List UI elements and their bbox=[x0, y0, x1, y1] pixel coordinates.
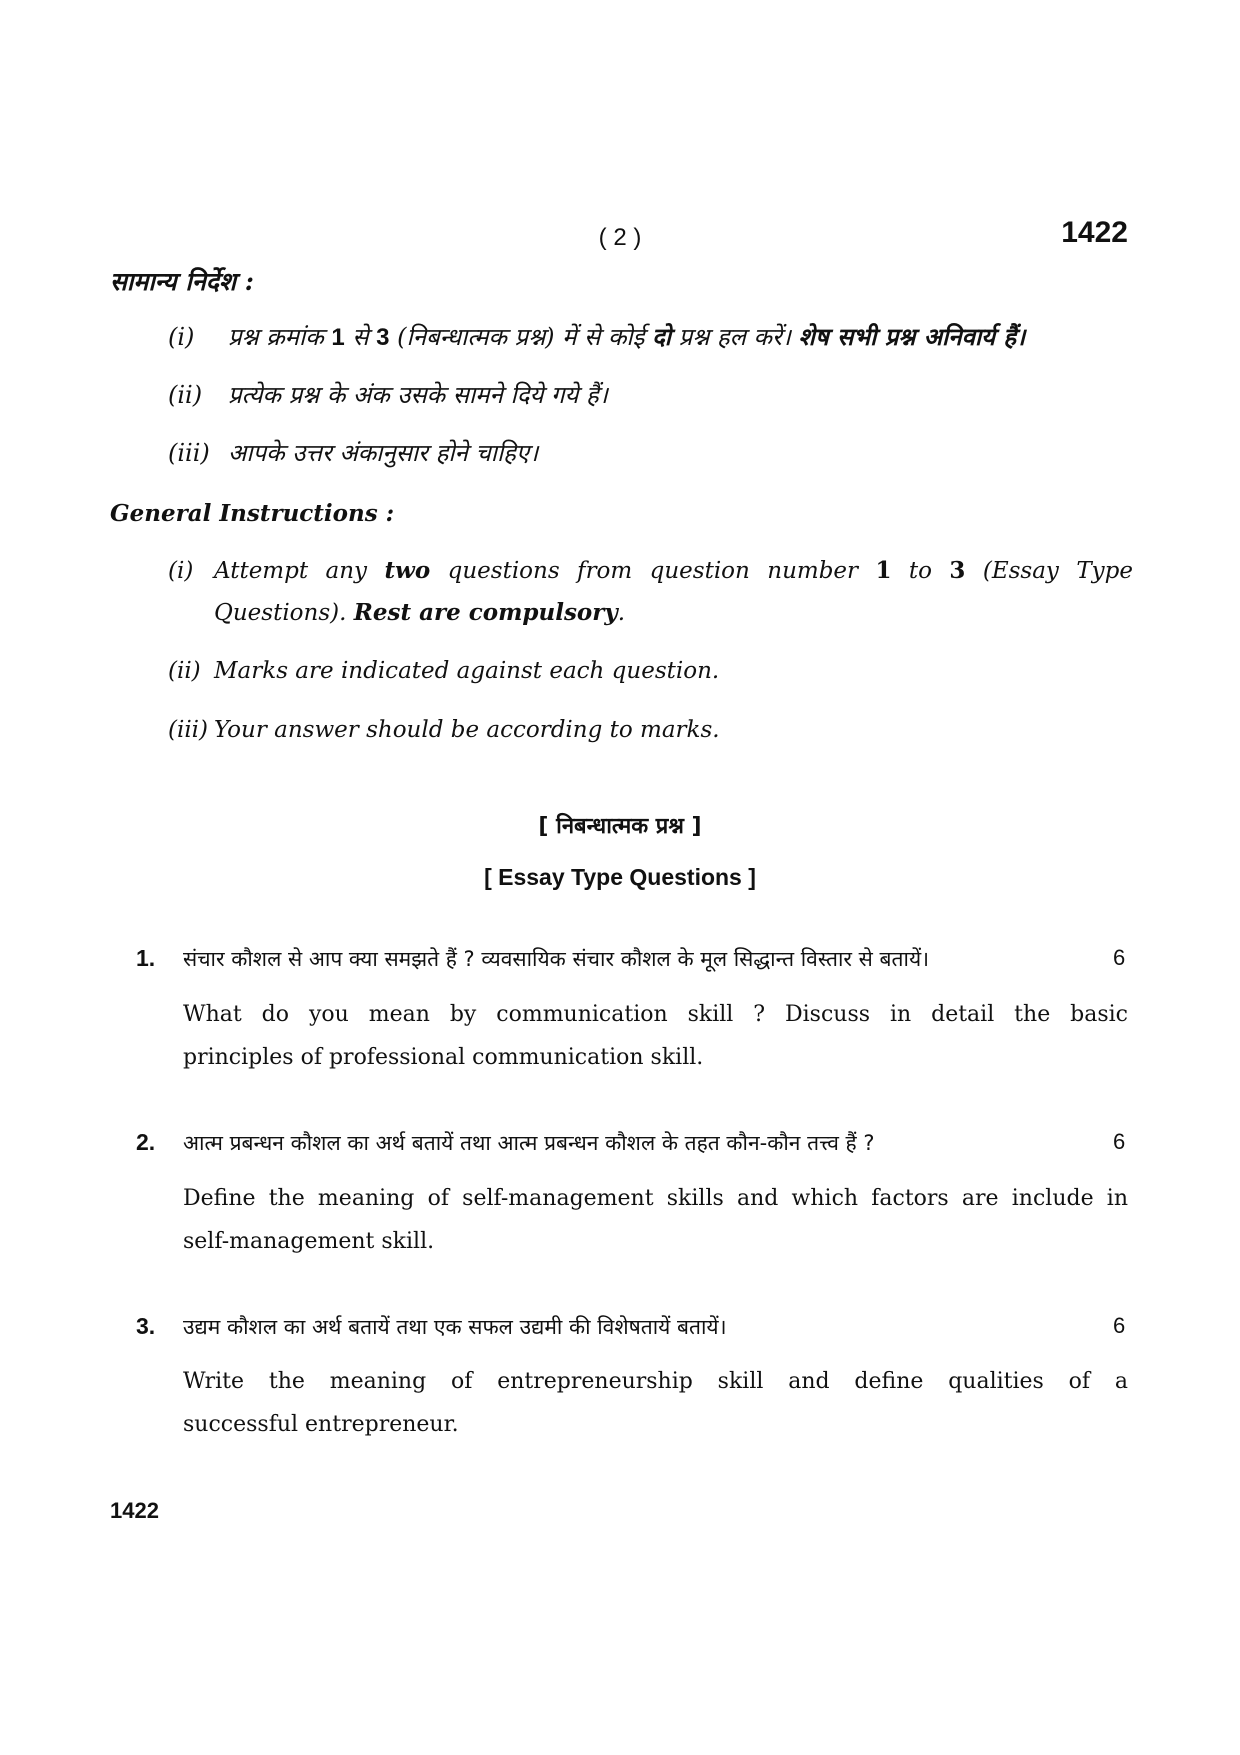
item-number: (iii) bbox=[168, 439, 210, 467]
question-3-hindi: उद्यम कौशल का अर्थ बतायें तथा एक सफल उद्यमी की विशेषतायें बतायें। bbox=[183, 1315, 727, 1339]
question-3-number: 3. bbox=[136, 1313, 156, 1339]
english-instruction-2: (ii) Marks are indicated against each question. bbox=[168, 650, 1133, 692]
item-number: (ii) bbox=[168, 658, 201, 684]
section-title-english: [ Essay Type Questions ] bbox=[484, 864, 756, 890]
item-number: (iii) bbox=[168, 717, 209, 743]
question-1-hindi: संचार कौशल से आप क्या समझते हैं ? व्यवसायिक संचार कौशल के मूल सिद्धान्त विस्तार से बतायें। bbox=[183, 947, 930, 971]
paper-code-footer: 1422 bbox=[110, 1498, 159, 1523]
section-title-hindi: [ निबन्धात्मक प्रश्न ] bbox=[538, 814, 702, 839]
english-instruction-3: (iii) Your answer should be according to marks. bbox=[168, 709, 1133, 751]
question-3-english: Write the meaning of entrepreneurship skill and define qualities of a successful entrepreneur. bbox=[183, 1369, 1128, 1437]
item-number: (i) bbox=[168, 323, 195, 351]
hindi-instructions-title: सामान्य निर्देश : bbox=[110, 267, 254, 296]
item-number: (ii) bbox=[168, 381, 203, 409]
question-1-english: What do you mean by communication skill ? Discuss in detail the basic principles of professional communication skill. bbox=[183, 1002, 1128, 1070]
english-instructions-title: General Instructions : bbox=[110, 500, 395, 527]
question-3-marks: 6 bbox=[1113, 1313, 1126, 1338]
hindi-instruction-3: (iii) आपके उत्तर अंकानुसार होने चाहिए। bbox=[168, 439, 539, 467]
question-2-hindi: आत्म प्रबन्धन कौशल का अर्थ बतायें तथा आत्म प्रबन्धन कौशल के तहत कौन-कौन तत्त्व हैं ? bbox=[183, 1131, 875, 1155]
question-2-marks: 6 bbox=[1113, 1129, 1126, 1154]
question-1-number: 1. bbox=[136, 945, 156, 971]
paper-code-header: 1422 bbox=[1061, 216, 1128, 249]
english-instruction-1: (i) Attempt any two questions from question number 1 to 3 (Essay Type Questions). Rest are compulsory. bbox=[168, 550, 1133, 634]
question-2-english: Define the meaning of self-management skills and which factors are include in self-management skill. bbox=[183, 1186, 1128, 1254]
item-number: (i) bbox=[168, 558, 194, 584]
hindi-instruction-2: (ii) प्रत्येक प्रश्न के अंक उसके सामने दिये गये हैं। bbox=[168, 381, 608, 409]
page-number: ( 2 ) bbox=[598, 224, 642, 251]
question-1-marks: 6 bbox=[1113, 945, 1126, 970]
hindi-instruction-1: (i) प्रश्न क्रमांक 1 से 3 (निबन्धात्मक प्रश्न) में से कोई दो प्रश्न हल करें। शेष सभी प्रश्न अनिवार्य हैं। bbox=[168, 322, 1026, 351]
question-2-number: 2. bbox=[136, 1129, 156, 1155]
